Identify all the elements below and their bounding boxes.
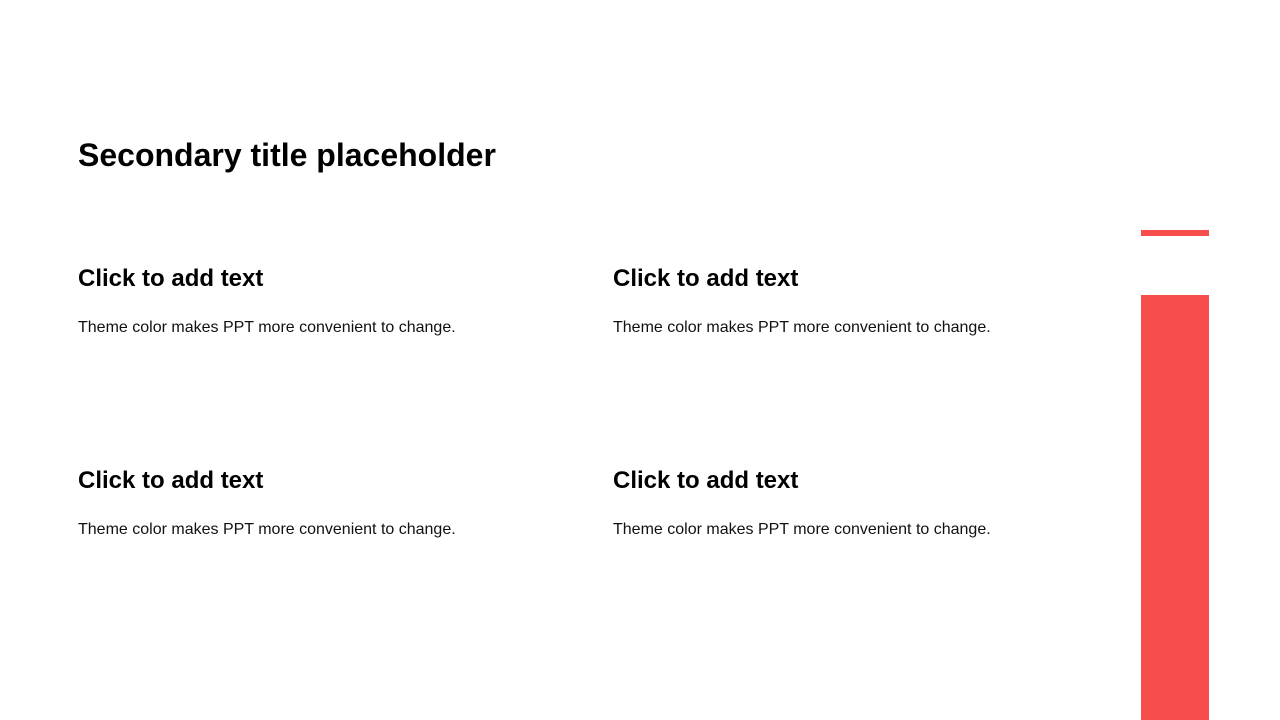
placeholder-heading[interactable]: Click to add text <box>78 265 264 292</box>
text-placeholder-top-right[interactable] <box>613 265 1113 337</box>
placeholder-heading[interactable]: Click to add text <box>78 467 264 494</box>
text-placeholder-top-left[interactable] <box>78 265 578 337</box>
placeholder-body-text: Theme color makes PPT more convenient to change. <box>78 520 456 538</box>
accent-bar-horizontal <box>1141 230 1209 236</box>
slide-title-placeholder[interactable]: Secondary title placeholder <box>78 137 496 173</box>
placeholder-body-text: Theme color makes PPT more convenient to change. <box>78 318 456 336</box>
placeholder-body-text: Theme color makes PPT more convenient to change. <box>613 520 991 538</box>
text-placeholder-bottom-right[interactable] <box>613 467 1113 539</box>
placeholder-heading[interactable]: Click to add text <box>613 265 799 292</box>
accent-bar-vertical <box>1141 295 1209 720</box>
placeholder-heading[interactable]: Click to add text <box>613 467 799 494</box>
text-placeholder-bottom-left[interactable] <box>78 467 578 539</box>
placeholder-body-text: Theme color makes PPT more convenient to change. <box>613 318 991 336</box>
